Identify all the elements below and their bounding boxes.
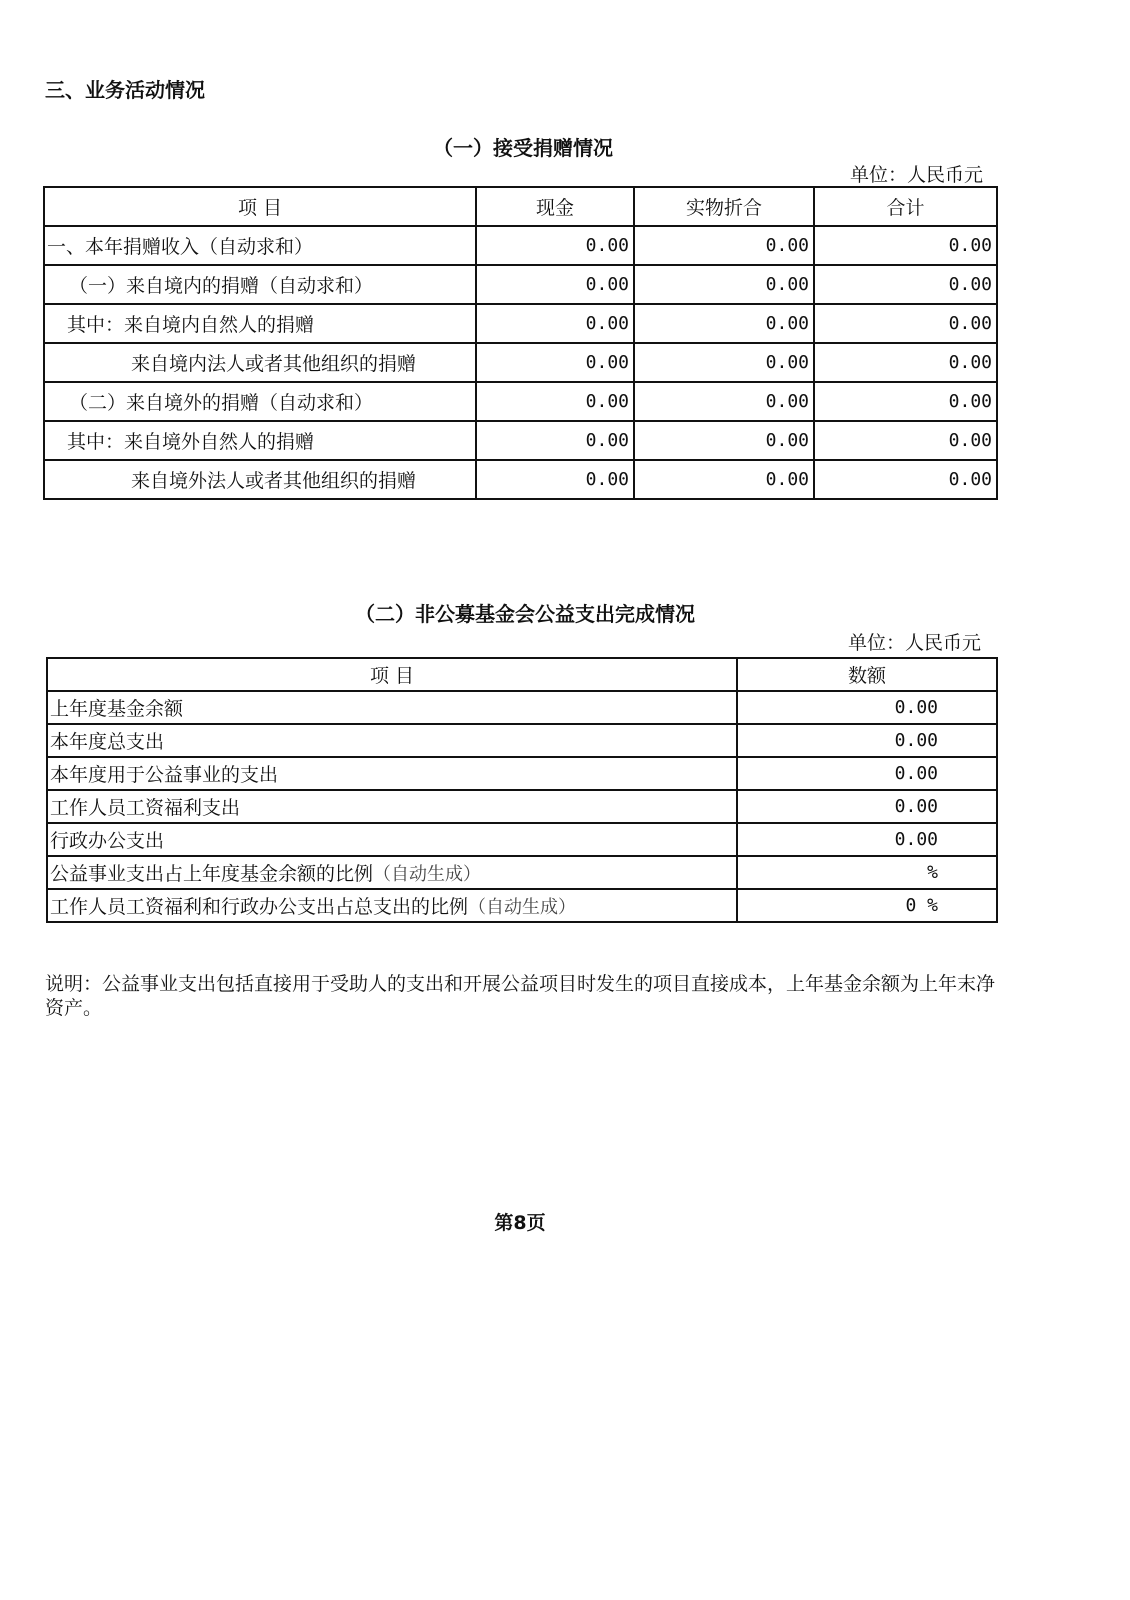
table-header-row bbox=[47, 658, 997, 691]
col-header-item: 项 目 bbox=[47, 658, 737, 691]
row-label bbox=[47, 889, 737, 922]
table2-unit: 单位：人民币元 bbox=[848, 632, 982, 654]
row-label: （一）来自境内的捐赠（自动求和） bbox=[44, 265, 476, 304]
table-row bbox=[47, 856, 997, 889]
goods-value: 0.00 bbox=[634, 421, 814, 460]
table-row bbox=[44, 460, 997, 499]
table-row bbox=[47, 823, 997, 856]
table2-title: （二）非公募基金会公益支出完成情况 bbox=[355, 602, 695, 626]
row-label: 来自境外法人或者其他组织的捐赠 bbox=[44, 460, 476, 499]
col-header-goods: 实物折合 bbox=[634, 187, 814, 226]
donation-table bbox=[43, 186, 998, 500]
row-label: 一、本年捐赠收入（自动求和） bbox=[44, 226, 476, 265]
expenditure-table bbox=[46, 657, 998, 923]
table-header-row bbox=[44, 187, 997, 226]
table-row bbox=[44, 343, 997, 382]
auto-generated-note: （自动生成） bbox=[373, 864, 482, 885]
goods-value: 0.00 bbox=[634, 382, 814, 421]
table-row bbox=[44, 265, 997, 304]
goods-value: 0.00 bbox=[634, 265, 814, 304]
row-label: 工作人员工资福利支出 bbox=[47, 790, 737, 823]
amount-value: 0.00 bbox=[737, 724, 997, 757]
total-value: 0.00 bbox=[814, 343, 997, 382]
table-row bbox=[47, 691, 997, 724]
explanatory-note: 说明：公益事业支出包括直接用于受助人的支出和开展公益项目时发生的项目直接成本，上年基金余额为上年末净资产。 bbox=[45, 973, 996, 1019]
row-label-text: 公益事业支出占上年度基金余额的比例 bbox=[50, 863, 374, 885]
row-label: 行政办公支出 bbox=[47, 823, 737, 856]
page-number: 第8页 bbox=[494, 1212, 546, 1234]
col-header-item: 项 目 bbox=[44, 187, 476, 226]
total-value: 0.00 bbox=[814, 226, 997, 265]
table-row bbox=[47, 757, 997, 790]
row-label: 来自境内法人或者其他组织的捐赠 bbox=[44, 343, 476, 382]
ratio-value: 0 % bbox=[737, 889, 997, 922]
col-header-total: 合计 bbox=[814, 187, 997, 226]
goods-value: 0.00 bbox=[634, 460, 814, 499]
goods-value: 0.00 bbox=[634, 343, 814, 382]
table1-title: （一）接受捐赠情况 bbox=[433, 136, 613, 160]
cash-value: 0.00 bbox=[476, 421, 634, 460]
total-value: 0.00 bbox=[814, 421, 997, 460]
cash-value: 0.00 bbox=[476, 343, 634, 382]
ratio-value: % bbox=[737, 856, 997, 889]
goods-value: 0.00 bbox=[634, 304, 814, 343]
row-label: 其中：来自境外自然人的捐赠 bbox=[44, 421, 476, 460]
cash-value: 0.00 bbox=[476, 226, 634, 265]
auto-generated-note: （自动生成） bbox=[468, 897, 577, 918]
table-row bbox=[47, 724, 997, 757]
table-row bbox=[47, 889, 997, 922]
goods-value: 0.00 bbox=[634, 226, 814, 265]
amount-value: 0.00 bbox=[737, 790, 997, 823]
row-label: 本年度用于公益事业的支出 bbox=[47, 757, 737, 790]
table-row bbox=[44, 382, 997, 421]
total-value: 0.00 bbox=[814, 460, 997, 499]
cash-value: 0.00 bbox=[476, 304, 634, 343]
cash-value: 0.00 bbox=[476, 265, 634, 304]
table-row bbox=[44, 226, 997, 265]
amount-value: 0.00 bbox=[737, 691, 997, 724]
row-label: 上年度基金余额 bbox=[47, 691, 737, 724]
row-label: （二）来自境外的捐赠（自动求和） bbox=[44, 382, 476, 421]
table-row bbox=[47, 790, 997, 823]
table-row bbox=[44, 421, 997, 460]
total-value: 0.00 bbox=[814, 382, 997, 421]
table1-unit: 单位：人民币元 bbox=[850, 164, 984, 186]
table-row bbox=[44, 304, 997, 343]
col-header-amount: 数额 bbox=[737, 658, 997, 691]
total-value: 0.00 bbox=[814, 265, 997, 304]
section-heading: 三、业务活动情况 bbox=[45, 78, 205, 102]
row-label: 其中：来自境内自然人的捐赠 bbox=[44, 304, 476, 343]
total-value: 0.00 bbox=[814, 304, 997, 343]
amount-value: 0.00 bbox=[737, 823, 997, 856]
amount-value: 0.00 bbox=[737, 757, 997, 790]
col-header-cash: 现金 bbox=[476, 187, 634, 226]
row-label bbox=[47, 856, 737, 889]
row-label-text: 工作人员工资福利和行政办公支出占总支出的比例 bbox=[50, 896, 469, 918]
cash-value: 0.00 bbox=[476, 382, 634, 421]
row-label: 本年度总支出 bbox=[47, 724, 737, 757]
cash-value: 0.00 bbox=[476, 460, 634, 499]
